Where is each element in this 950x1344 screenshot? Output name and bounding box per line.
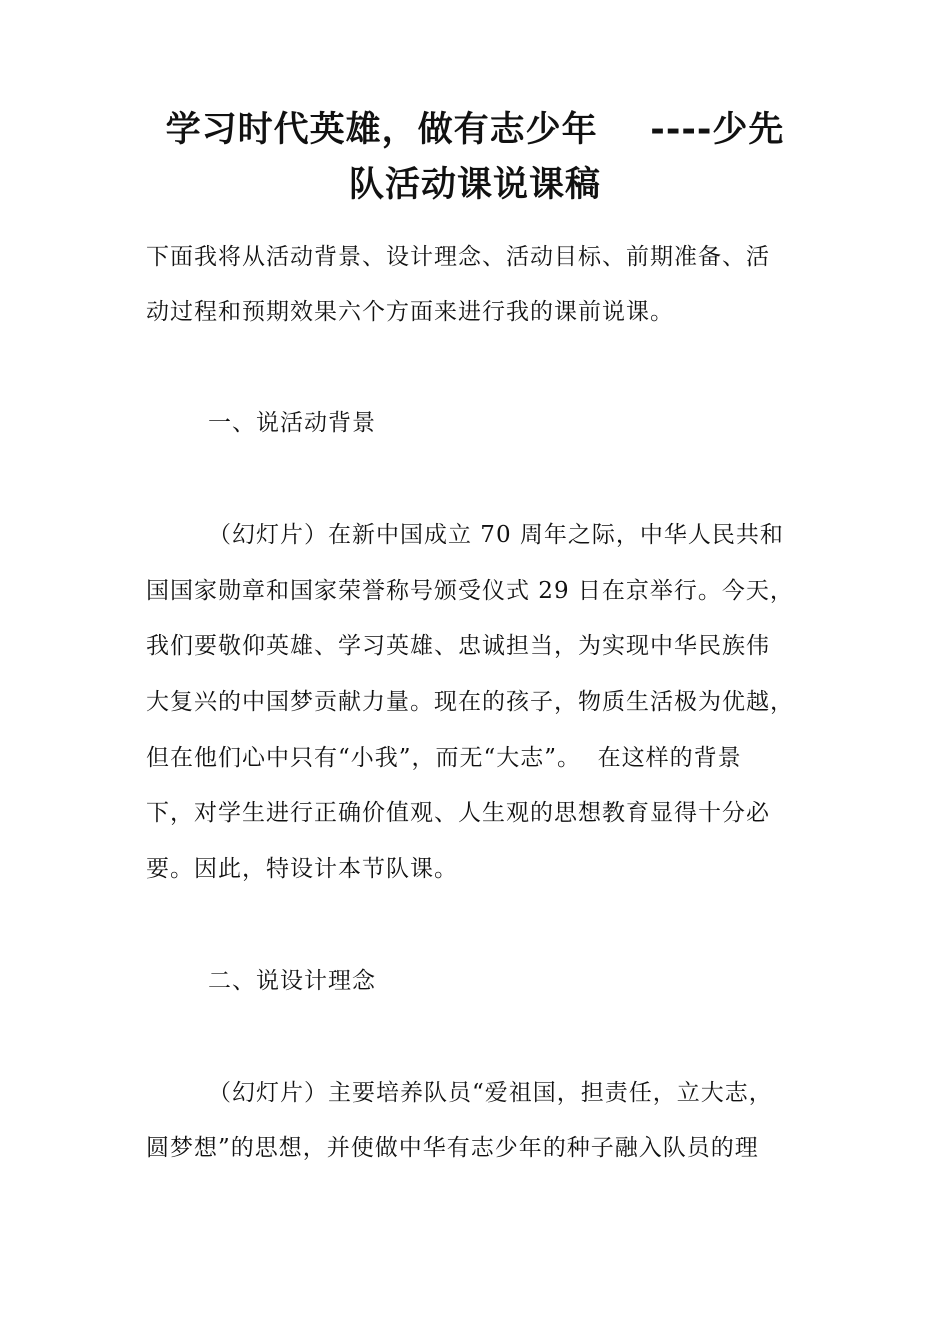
section1-paragraph-line: 国国家勋章和国家荣誉称号颁受仪式 29 日在京举行。今天， bbox=[146, 578, 794, 604]
section1-paragraph-line: 大复兴的中国梦贡献力量。现在的孩子，物质生活极为优越， bbox=[146, 689, 794, 715]
section1-paragraph-line: 要。因此，特设计本节队课。 bbox=[146, 856, 458, 882]
intro-line-2: 动过程和预期效果六个方面来进行我的课前说课。 bbox=[146, 299, 674, 325]
section1-paragraph-line: 但在他们心中只有“小我”，而无“大志”。 在这样的背景 bbox=[146, 745, 742, 771]
section2-paragraph-line: （幻灯片）主要培养队员“爱祖国，担责任，立大志， bbox=[208, 1080, 773, 1106]
section1-paragraph-line: 我们要敬仰英雄、学习英雄、忠诚担当，为实现中华民族伟 bbox=[146, 633, 770, 659]
section2-heading: 二、说设计理念 bbox=[208, 968, 376, 994]
section2-paragraph-line: 圆梦想”的思想，并使做中华有志少年的种子融入队员的理 bbox=[146, 1135, 759, 1161]
document-title-line-1: 学习时代英雄，做有志少年 ----少先 bbox=[165, 110, 785, 150]
section1-heading: 一、说活动背景 bbox=[208, 410, 376, 436]
section1-paragraph-line: （幻灯片）在新中国成立 70 周年之际，中华人民共和 bbox=[208, 522, 784, 548]
section1-paragraph-line: 下，对学生进行正确价值观、人生观的思想教育显得十分必 bbox=[146, 800, 770, 826]
document-title-line-2: 队活动课说课稿 bbox=[348, 165, 601, 205]
intro-line-1: 下面我将从活动背景、设计理念、活动目标、前期准备、活 bbox=[146, 244, 770, 270]
